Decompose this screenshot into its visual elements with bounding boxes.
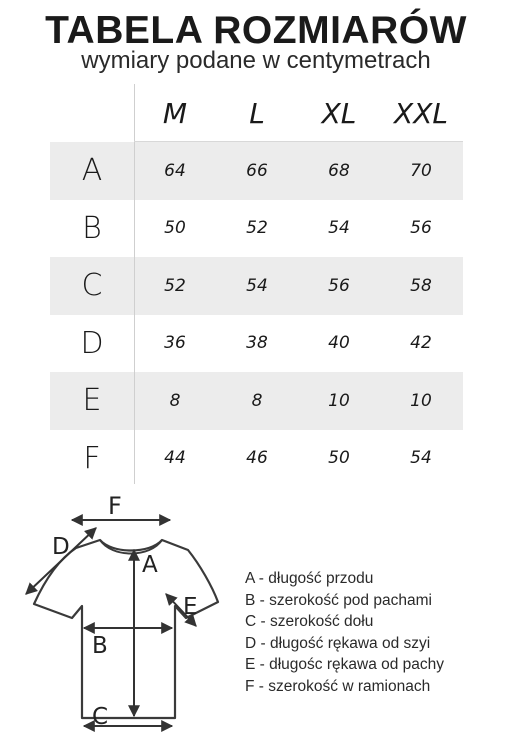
table-cell: 44 — [164, 448, 186, 469]
row-label: A — [81, 153, 103, 189]
row-label: D — [80, 325, 104, 361]
table-cell: 56 — [328, 275, 350, 296]
legend-item: E - długośc rękawa od pachy — [245, 656, 445, 673]
column-header: M — [162, 96, 188, 130]
tshirt-diagram — [0, 490, 240, 735]
legend-item: B - szerokość pod pachami — [245, 591, 432, 609]
diagram-label-e: E — [183, 594, 198, 620]
table-cell: 42 — [410, 333, 432, 354]
table-cell: 52 — [164, 275, 186, 296]
column-header: XL — [321, 96, 357, 130]
legend-item: C - szerokość dołu — [245, 613, 374, 630]
table-cell: 46 — [246, 448, 268, 469]
table-cell: 38 — [246, 333, 268, 354]
table-cell: 10 — [328, 390, 350, 411]
table-cell: 54 — [246, 275, 268, 296]
diagram-label-d: D — [52, 534, 70, 560]
table-cell: 40 — [328, 333, 350, 354]
size-table — [50, 84, 463, 487]
table-cell: 64 — [164, 160, 186, 181]
table-header-row — [50, 84, 463, 142]
legend-item: F - szerokość w ramionach — [245, 677, 431, 695]
table-cell: 8 — [251, 390, 263, 411]
header-divider — [134, 141, 463, 142]
table-row — [50, 200, 463, 258]
table-cell: 54 — [328, 218, 350, 239]
table-cell: 54 — [410, 448, 432, 469]
row-label: F — [83, 440, 101, 476]
table-cell: 66 — [246, 160, 268, 181]
table-cell: 58 — [410, 275, 432, 296]
diagram-label-b: B — [92, 633, 108, 659]
table-cell: 56 — [410, 218, 432, 239]
table-cell: 50 — [164, 218, 186, 239]
column-header: L — [249, 96, 265, 130]
column-header: XXL — [394, 96, 448, 130]
row-label: B — [82, 210, 102, 246]
table-cell: 50 — [328, 448, 350, 469]
table-cell: 70 — [410, 160, 432, 181]
table-cell: 68 — [328, 160, 350, 181]
table-row — [50, 315, 463, 373]
diagram-label-a: A — [142, 552, 158, 578]
row-label: E — [82, 383, 102, 419]
diagram-label-c: C — [92, 704, 109, 730]
measurement-legend — [245, 568, 510, 697]
table-cell: 8 — [169, 390, 181, 411]
legend-item: D - długość rękawa od szyi — [245, 634, 431, 652]
table-cell: 52 — [246, 218, 268, 239]
table-row — [50, 372, 463, 430]
diagram-label-f: F — [108, 492, 122, 520]
legend-item: A - długość przodu — [245, 570, 374, 587]
table-cell: 36 — [164, 333, 186, 354]
page-title: TABELA ROZMIARÓW — [45, 9, 467, 52]
row-label: C — [81, 268, 103, 304]
table-row — [50, 257, 463, 315]
page-subtitle: wymiary podane w centymetrach — [81, 47, 431, 74]
table-divider — [134, 84, 135, 484]
table-cell: 10 — [410, 390, 432, 411]
table-row — [50, 430, 463, 488]
table-row — [50, 142, 463, 200]
